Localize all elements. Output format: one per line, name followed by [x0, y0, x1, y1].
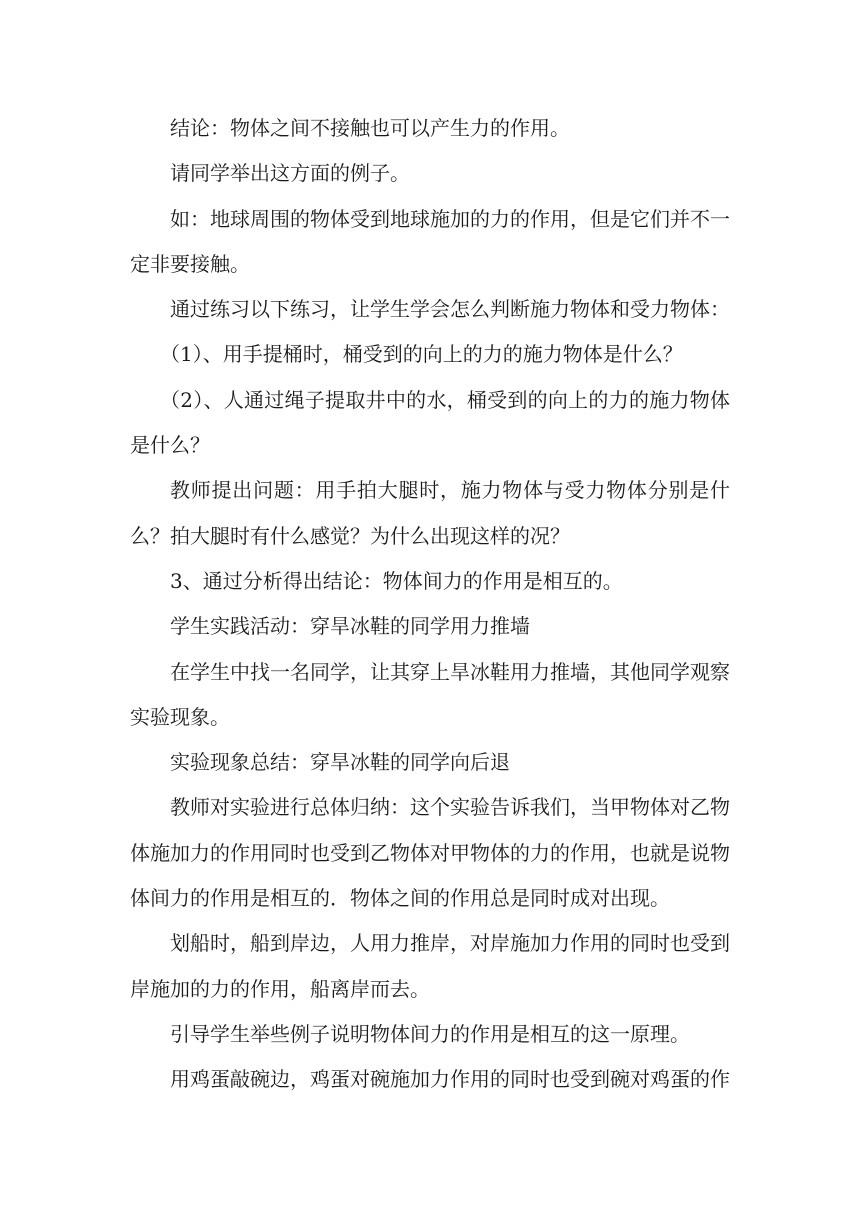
paragraph-conclusion-3: 3、通过分析得出结论：物体间力的作用是相互的。 — [170, 568, 623, 593]
paragraph-egg-example: 用鸡蛋敲碗边，鸡蛋对碗施加力作用的同时也受到碗对鸡蛋的作 — [170, 1067, 730, 1092]
paragraph-rowing-example: 划船时，船到岸边，人用力推岸，对岸施加力作用的同时也受到岸施加的力的作用，船离岸而去。 — [130, 931, 730, 1001]
paragraph-earth-example: 如：地球周围的物体受到地球施加的力的作用，但是它们并不一定非要接触。 — [130, 206, 730, 276]
paragraph-request-examples: 请同学举出这方面的例子。 — [170, 161, 410, 186]
paragraph-guide-examples: 引导学生举些例子说明物体间力的作用是相互的这一原理。 — [170, 1021, 690, 1046]
paragraph-practice-intro: 通过练习以下练习，让学生学会怎么判断施力物体和受力物体： — [170, 297, 730, 322]
paragraph-student-activity: 学生实践活动：穿旱冰鞋的同学用力推墙 — [170, 614, 530, 639]
paragraph-question-2: （2）、人通过绳子提取井中的水，桶受到的向上的力的施力物体是什么？ — [130, 387, 730, 458]
paragraph-teacher-question: 教师提出问题：用手拍大腿时，施力物体与受力物体分别是什么？拍大腿时有什么感觉？为什么出现这样的况？ — [130, 478, 730, 548]
paragraph-teacher-summary: 教师对实验进行总体归纳：这个实验告诉我们，当甲物体对乙物体施加力的作用同时也受到乙物体对甲物体的力的作用，也就是说物体间力的作用是相互的．物体之间的作用总是同时成对出现。 — [130, 795, 730, 911]
document-body — [130, 106, 730, 1103]
paragraph-activity-description: 在学生中找一名同学，让其穿上旱冰鞋用力推墙，其他同学观察实验现象。 — [130, 659, 730, 729]
paragraph-question-1: （1）、用手提桶时，桶受到的向上的力的施力物体是什么？ — [160, 342, 683, 367]
paragraph-conclusion: 结论：物体之间不接触也可以产生力的作用。 — [170, 116, 570, 140]
paragraph-experiment-summary: 实验现象总结：穿旱冰鞋的同学向后退 — [170, 750, 510, 775]
